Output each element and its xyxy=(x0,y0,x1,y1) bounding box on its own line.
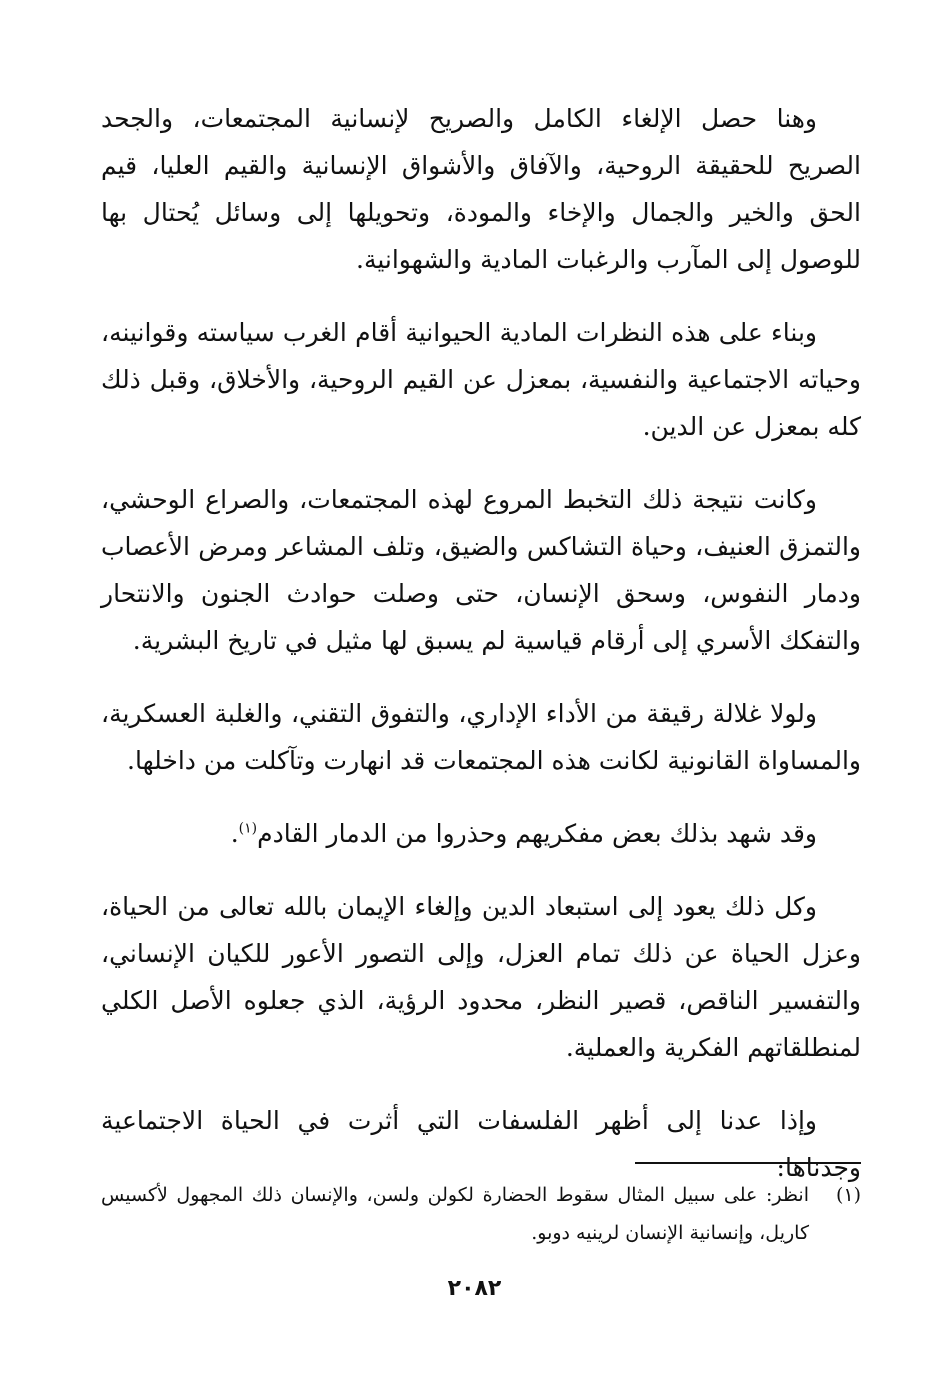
paragraph-5-text: وقد شهد بذلك بعض مفكريهم وحذروا من الدمار القادم xyxy=(257,819,817,848)
page-number: ٢٠٨٢ xyxy=(447,1276,502,1301)
footnotes xyxy=(101,1176,861,1252)
footnote-reference: (١) xyxy=(238,820,258,837)
paragraph-6: وكل ذلك يعود إلى استبعاد الدين وإلغاء الإيمان بالله تعالى من الحياة، وعزل الحياة عن ذلك تمام العزل، وإلى التصور الأعور للكيان الإنساني، والتفسير الناقص، قصير النظر، محدود الرؤية، الذي جعلوه الأصل الكلي لمنطلقاتهم الفكرية والعملية. xyxy=(101,892,861,1062)
paragraph-7: وإذا عدنا إلى أظهر الفلسفات التي أثرت في الحياة الاجتماعية وجدناها: xyxy=(101,1106,861,1182)
paragraph-3: وكانت نتيجة ذلك التخبط المروع لهذه المجتمعات، والصراع الوحشي، والتمزق العنيف، وحياة التشاكس والضيق، وتلف المشاعر ومرض الأعصاب ودمار النفوس، وسحق الإنسان، حتى وصلت حوادث الجنون والانتحار والتفكك الأسري إلى أرقام قياسية لم يسبق لها مثيل في تاريخ البشرية. xyxy=(101,485,861,655)
footnote-marker: (١) xyxy=(835,1184,861,1206)
footnote-divider xyxy=(635,1162,861,1164)
footnote-1 xyxy=(101,1176,861,1252)
page-body xyxy=(101,95,861,1217)
paragraph-2: وبناء على هذه النظرات المادية الحيوانية أقام الغرب سياسته وقوانينه، وحياته الاجتماعية والنفسية، بمعزل عن القيم الروحية، والأخلاق، وقبل ذلك كله بمعزل عن الدين. xyxy=(101,318,862,441)
paragraph-5-end: . xyxy=(230,819,239,848)
paragraph-5-cited xyxy=(101,810,861,857)
paragraph-4: ولولا غلالة رقيقة من الأداء الإداري، والتفوق التقني، والغلبة العسكرية، والمساواة القانونية لكانت هذه المجتمعات قد انهارت وتآكلت من داخلها. xyxy=(101,699,861,775)
paragraph-1: وهنا حصل الإلغاء الكامل والصريح لإنسانية المجتمعات، والجحد الصريح للحقيقة الروحية، والآفاق والأشواق الإنسانية والقيم العليا، قيم الحق والخير والجمال والإخاء والمودة، وتحويلها إلى وسائل يُحتال بها للوصول إلى المآرب والرغبات المادية والشهوانية. xyxy=(101,104,861,274)
footnote-text: انظر: على سبيل المثال سقوط الحضارة لكولن ولسن، والإنسان ذلك المجهول لأكسيس كاريل، وإنسانية الإنسان لرينيه دوبو. xyxy=(101,1184,809,1244)
